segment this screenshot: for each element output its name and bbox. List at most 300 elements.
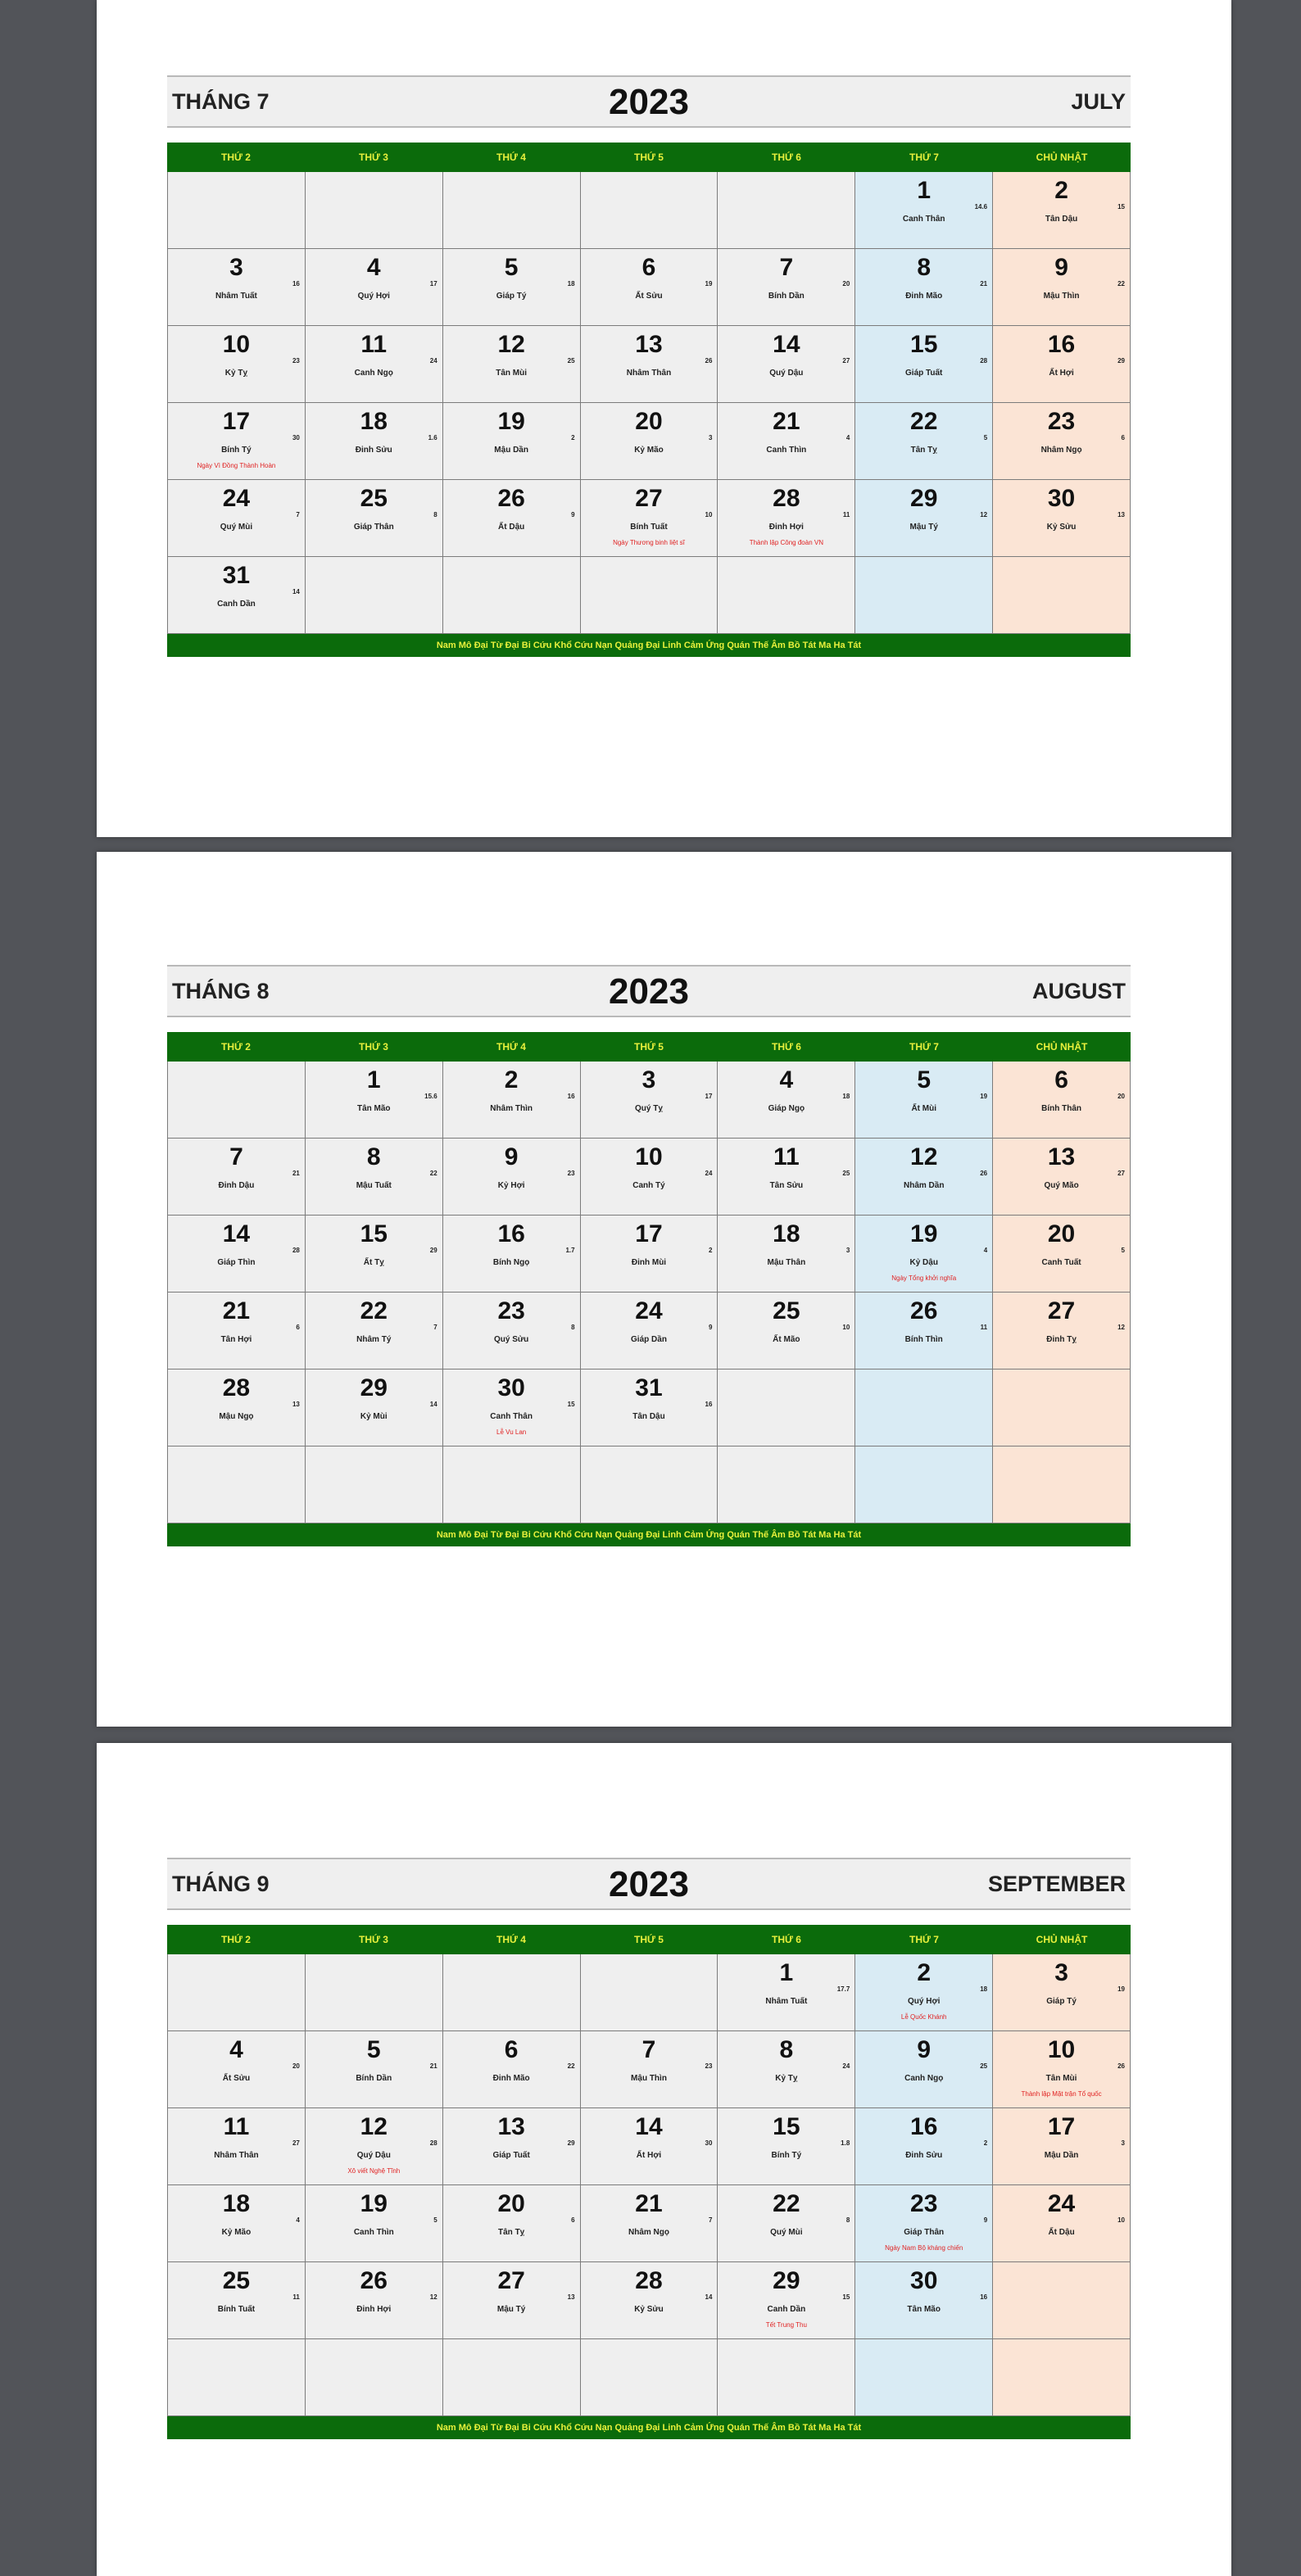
- holiday-note: Thành lập Công đoàn VN: [749, 539, 823, 546]
- day-cell[interactable]: [581, 249, 718, 326]
- lunar-day-number: 15: [567, 1401, 575, 1408]
- lunar-day-number: 15: [842, 2293, 850, 2301]
- solar-day-number: 17: [222, 408, 251, 435]
- lunar-day-name: Đinh Tỵ: [1046, 1335, 1077, 1344]
- solar-day-number: 7: [641, 2036, 656, 2063]
- lunar-day-number: 13: [1117, 511, 1125, 518]
- lunar-day-number: 2: [708, 1247, 713, 1254]
- day-cell[interactable]: [993, 2108, 1131, 2185]
- lunar-day-name: Nhâm Tuất: [765, 1997, 808, 2006]
- lunar-day-name: Đinh Mùi: [631, 1258, 667, 1267]
- lunar-day-name: Ất Mão: [773, 1335, 800, 1344]
- lunar-day-name: Nhâm Ngọ: [1040, 446, 1082, 455]
- lunar-day-number: 10: [842, 1324, 850, 1331]
- solar-day-number: 21: [635, 2190, 663, 2217]
- day-cell[interactable]: [718, 249, 855, 326]
- day-cell[interactable]: [855, 249, 993, 326]
- day-cell[interactable]: [718, 1954, 855, 2031]
- holiday-note: Ngày Thương binh liệt sĩ: [613, 539, 685, 546]
- lunar-day-number: 13: [567, 2293, 575, 2301]
- lunar-day-name: Tân Mão: [907, 2305, 941, 2314]
- solar-day-number: 29: [360, 1374, 388, 1401]
- lunar-day-number: 12: [1117, 1324, 1125, 1331]
- lunar-day-name: Tân Dậu: [1045, 215, 1078, 224]
- day-cell[interactable]: [718, 1293, 855, 1369]
- day-cell[interactable]: [168, 403, 306, 480]
- solar-day-number: 23: [497, 1297, 525, 1324]
- day-cell[interactable]: [993, 480, 1131, 557]
- solar-day-number: 10: [1047, 2036, 1076, 2063]
- lunar-day-name: Giáp Thân: [353, 523, 394, 532]
- day-cell[interactable]: [581, 1369, 718, 1446]
- empty-day-cell: [443, 1446, 581, 1523]
- lunar-day-name: Mậu Tý: [909, 523, 938, 532]
- lunar-day-number: 7: [708, 2216, 713, 2224]
- lunar-day-number: 25: [567, 357, 575, 364]
- solar-day-number: 9: [1054, 254, 1068, 281]
- day-cell[interactable]: [168, 1139, 306, 1216]
- lunar-day-name: Bính Dần: [356, 2074, 392, 2083]
- lunar-day-number: 20: [842, 280, 850, 287]
- solar-day-number: 18: [773, 1220, 800, 1247]
- weekday-label: THỨ 4: [496, 152, 526, 163]
- lunar-day-number: 27: [1117, 1170, 1125, 1177]
- lunar-day-name: Giáp Dần: [631, 1335, 667, 1344]
- empty-day-cell: [993, 1369, 1131, 1446]
- empty-day-cell: [306, 557, 443, 634]
- lunar-day-name: Ất Sửu: [222, 2074, 251, 2083]
- lunar-day-name: Đinh Hợi: [768, 523, 804, 532]
- lunar-day-name: Giáp Tuất: [492, 2151, 530, 2160]
- day-cell[interactable]: [581, 2108, 718, 2185]
- lunar-day-number: 22: [567, 2062, 575, 2070]
- solar-day-number: 20: [635, 408, 663, 435]
- lunar-day-number: 11: [292, 2293, 300, 2301]
- solar-day-number: 6: [1054, 1066, 1068, 1093]
- solar-day-number: 12: [497, 331, 525, 358]
- solar-day-number: 28: [635, 2267, 663, 2294]
- day-cell[interactable]: [581, 2031, 718, 2108]
- solar-day-number: 17: [1047, 2113, 1076, 2140]
- lunar-day-number: 19: [705, 280, 713, 287]
- day-cell[interactable]: [718, 1216, 855, 1293]
- weekday-label: THỨ 5: [634, 152, 664, 163]
- day-cell[interactable]: [443, 403, 581, 480]
- lunar-day-number: 22: [429, 1170, 437, 1177]
- lunar-day-name: Bính Tuất: [630, 523, 668, 532]
- empty-day-cell: [168, 1062, 306, 1139]
- lunar-day-number: 27: [292, 2139, 300, 2147]
- day-cell[interactable]: [581, 1293, 718, 1369]
- day-cell[interactable]: [855, 403, 993, 480]
- lunar-day-number: 25: [980, 2062, 988, 2070]
- day-cell[interactable]: [306, 480, 443, 557]
- lunar-day-name: Tân Dậu: [632, 1412, 665, 1421]
- holiday-note: Lễ Quốc Khánh: [900, 2013, 947, 2021]
- day-cell[interactable]: [718, 403, 855, 480]
- lunar-day-number: 18: [842, 1093, 850, 1100]
- page-august: [97, 852, 1231, 1727]
- day-cell[interactable]: [581, 1216, 718, 1293]
- lunar-day-name: Kỷ Mùi: [360, 1412, 388, 1421]
- empty-day-cell: [306, 1954, 443, 2031]
- day-cell[interactable]: [993, 249, 1131, 326]
- month-label-en: AUGUST: [1032, 979, 1126, 1003]
- lunar-day-name: Mậu Dần: [494, 446, 528, 455]
- lunar-day-number: 3: [845, 1247, 850, 1254]
- month-label-vn: THÁNG 8: [172, 979, 270, 1003]
- day-cell[interactable]: [581, 326, 718, 403]
- day-cell[interactable]: [855, 2031, 993, 2108]
- lunar-day-number: 25: [842, 1170, 850, 1177]
- day-cell[interactable]: [306, 2185, 443, 2262]
- holiday-note: Thành lập Mặt trận Tổ quốc: [1021, 2090, 1102, 2098]
- day-cell[interactable]: [855, 2108, 993, 2185]
- solar-day-number: 1: [366, 1066, 381, 1093]
- day-cell[interactable]: [168, 557, 306, 634]
- day-cell[interactable]: [993, 1062, 1131, 1139]
- lunar-day-name: Canh Ngọ: [904, 2074, 944, 2083]
- year-label: 2023: [609, 971, 689, 1012]
- empty-day-cell: [718, 1446, 855, 1523]
- lunar-day-name: Nhâm Tuất: [215, 292, 257, 301]
- lunar-day-number: 21: [429, 2062, 437, 2070]
- solar-day-number: 29: [773, 2267, 800, 2294]
- solar-day-number: 16: [910, 2113, 938, 2140]
- day-cell[interactable]: [993, 326, 1131, 403]
- empty-day-cell: [718, 1369, 855, 1446]
- day-cell[interactable]: [306, 1293, 443, 1369]
- solar-day-number: 26: [497, 485, 525, 512]
- empty-day-cell: [306, 172, 443, 249]
- day-cell[interactable]: [993, 2031, 1131, 2108]
- empty-day-cell: [993, 2339, 1131, 2416]
- solar-day-number: 19: [360, 2190, 388, 2217]
- calendar-august: [167, 965, 1131, 1546]
- weekday-label: THỨ 2: [221, 1041, 251, 1053]
- lunar-day-name: Giáp Tý: [1046, 1997, 1077, 2006]
- day-cell[interactable]: [855, 326, 993, 403]
- lunar-day-number: 14: [705, 2293, 713, 2301]
- solar-day-number: 2: [1054, 177, 1068, 204]
- day-cell[interactable]: [306, 2108, 443, 2185]
- day-cell[interactable]: [168, 2031, 306, 2108]
- day-cell[interactable]: [718, 2031, 855, 2108]
- lunar-day-name: Ất Sửu: [635, 292, 663, 301]
- day-cell[interactable]: [168, 249, 306, 326]
- day-cell[interactable]: [168, 480, 306, 557]
- weekday-label: THỨ 6: [772, 1934, 801, 1945]
- solar-day-number: 22: [910, 408, 938, 435]
- page-july: [97, 0, 1231, 837]
- solar-day-number: 21: [222, 1297, 251, 1324]
- lunar-day-name: Kỷ Hợi: [497, 1181, 525, 1190]
- day-cell[interactable]: [581, 1062, 718, 1139]
- solar-day-number: 12: [910, 1143, 938, 1170]
- day-cell[interactable]: [168, 1293, 306, 1369]
- lunar-day-number: 8: [433, 511, 437, 518]
- solar-day-number: 25: [773, 1297, 800, 1324]
- lunar-day-number: 5: [1121, 1247, 1125, 1254]
- lunar-day-name: Đinh Sửu: [905, 2151, 943, 2160]
- day-cell[interactable]: [306, 403, 443, 480]
- empty-day-cell: [581, 1954, 718, 2031]
- lunar-day-number: 28: [292, 1247, 300, 1254]
- solar-day-number: 19: [497, 408, 525, 435]
- lunar-day-name: Tân Tỵ: [498, 2228, 525, 2237]
- lunar-day-name: Canh Thìn: [766, 446, 807, 455]
- calendar-july: [167, 75, 1131, 657]
- day-cell[interactable]: [855, 1139, 993, 1216]
- solar-day-number: 5: [504, 254, 519, 281]
- lunar-day-name: Giáp Ngọ: [768, 1104, 805, 1113]
- lunar-day-number: 1.6: [428, 434, 437, 441]
- day-cell[interactable]: [443, 2108, 581, 2185]
- month-label-en: SEPTEMBER: [987, 1872, 1126, 1896]
- lunar-day-number: 9: [708, 1324, 713, 1331]
- day-cell[interactable]: [168, 2108, 306, 2185]
- weekday-label: THỨ 3: [359, 1934, 388, 1945]
- solar-day-number: 25: [360, 485, 388, 512]
- day-cell[interactable]: [718, 1062, 855, 1139]
- lunar-day-name: Tân Mùi: [496, 369, 528, 378]
- day-cell[interactable]: [855, 1293, 993, 1369]
- day-cell[interactable]: [443, 1062, 581, 1139]
- days-grid: [167, 1062, 1131, 1523]
- day-cell[interactable]: [581, 480, 718, 557]
- solar-day-number: 2: [504, 1066, 519, 1093]
- lunar-day-number: 26: [980, 1170, 988, 1177]
- lunar-day-name: Bính Ngọ: [492, 1258, 530, 1267]
- day-cell[interactable]: [718, 2108, 855, 2185]
- lunar-day-name: Quý Hợi: [357, 292, 390, 301]
- solar-day-number: 25: [222, 2267, 251, 2294]
- month-label-vn: THÁNG 9: [172, 1872, 270, 1896]
- weekday-label: THỨ 2: [221, 152, 251, 163]
- solar-day-number: 30: [1047, 485, 1076, 512]
- solar-day-number: 22: [360, 1297, 388, 1324]
- lunar-day-number: 23: [705, 2062, 713, 2070]
- empty-day-cell: [993, 2262, 1131, 2339]
- day-cell[interactable]: [306, 326, 443, 403]
- day-cell[interactable]: [855, 172, 993, 249]
- day-cell[interactable]: [718, 2185, 855, 2262]
- weekday-label: THỨ 4: [496, 1934, 526, 1945]
- solar-day-number: 28: [773, 485, 800, 512]
- day-cell[interactable]: [168, 1216, 306, 1293]
- day-cell[interactable]: [306, 249, 443, 326]
- solar-day-number: 22: [773, 2190, 800, 2217]
- lunar-day-name: Ất Hợi: [1049, 369, 1074, 378]
- year-label: 2023: [609, 1864, 689, 1904]
- day-cell[interactable]: [855, 1062, 993, 1139]
- day-cell[interactable]: [855, 2262, 993, 2339]
- day-cell[interactable]: [993, 1139, 1131, 1216]
- solar-day-number: 27: [635, 485, 663, 512]
- day-cell[interactable]: [718, 1139, 855, 1216]
- day-cell[interactable]: [443, 1293, 581, 1369]
- lunar-day-name: Bính Tý: [221, 446, 252, 455]
- solar-day-number: 18: [222, 2190, 251, 2217]
- day-cell[interactable]: [993, 172, 1131, 249]
- day-cell[interactable]: [168, 2185, 306, 2262]
- month-header: [167, 75, 1131, 128]
- day-cell[interactable]: [581, 1139, 718, 1216]
- day-cell[interactable]: [718, 326, 855, 403]
- empty-day-cell: [306, 2339, 443, 2416]
- weekday-label: THỨ 7: [909, 1934, 939, 1945]
- day-cell[interactable]: [581, 403, 718, 480]
- lunar-day-number: 14: [429, 1401, 437, 1408]
- solar-day-number: 7: [229, 1143, 243, 1170]
- lunar-day-name: Giáp Thìn: [217, 1258, 256, 1267]
- lunar-day-number: 2: [983, 2139, 988, 2147]
- weekday-label: THỨ 3: [359, 152, 388, 163]
- lunar-day-number: 20: [1117, 1093, 1125, 1100]
- day-cell[interactable]: [306, 1062, 443, 1139]
- solar-day-number: 27: [497, 2267, 525, 2294]
- day-cell[interactable]: [306, 1139, 443, 1216]
- empty-day-cell: [718, 2339, 855, 2416]
- lunar-day-number: 16: [980, 2293, 988, 2301]
- lunar-day-number: 5: [433, 2216, 437, 2224]
- empty-day-cell: [443, 172, 581, 249]
- weekday-header-row: [167, 1925, 1131, 1954]
- day-cell[interactable]: [443, 1139, 581, 1216]
- day-cell[interactable]: [855, 1216, 993, 1293]
- solar-day-number: 13: [497, 2113, 525, 2140]
- day-cell[interactable]: [581, 2262, 718, 2339]
- weekday-label: THỨ 4: [496, 1041, 526, 1053]
- day-cell[interactable]: [168, 2262, 306, 2339]
- lunar-day-name: Nhâm Tý: [356, 1335, 392, 1344]
- solar-day-number: 15: [910, 331, 938, 358]
- lunar-day-name: Canh Ngọ: [354, 369, 393, 378]
- day-cell[interactable]: [306, 1216, 443, 1293]
- solar-day-number: 17: [635, 1220, 663, 1247]
- day-cell[interactable]: [306, 2031, 443, 2108]
- day-cell[interactable]: [855, 1954, 993, 2031]
- day-cell[interactable]: [718, 2262, 855, 2339]
- lunar-day-name: Kỷ Mão: [634, 446, 664, 455]
- day-cell[interactable]: [993, 2185, 1131, 2262]
- lunar-day-name: Quý Dậu: [356, 2151, 391, 2160]
- lunar-day-number: 2: [571, 434, 575, 441]
- lunar-day-number: 6: [571, 2216, 575, 2224]
- lunar-day-number: 29: [567, 2139, 575, 2147]
- day-cell[interactable]: [443, 480, 581, 557]
- empty-day-cell: [855, 557, 993, 634]
- weekday-label: THỨ 7: [909, 1041, 939, 1053]
- day-cell[interactable]: [993, 1293, 1131, 1369]
- lunar-day-name: Bính Thân: [1041, 1104, 1082, 1113]
- lunar-day-number: 23: [292, 357, 300, 364]
- lunar-day-number: 23: [567, 1170, 575, 1177]
- calendar-september: [167, 1858, 1131, 2439]
- day-cell[interactable]: [443, 2031, 581, 2108]
- lunar-day-name: Tân Mùi: [1045, 2074, 1077, 2083]
- day-cell[interactable]: [581, 2185, 718, 2262]
- solar-day-number: 1: [779, 1959, 794, 1986]
- lunar-day-name: Nhâm Thìn: [490, 1104, 533, 1113]
- lunar-day-name: Quý Mão: [1044, 1181, 1079, 1190]
- lunar-day-name: Canh Tuất: [1041, 1258, 1081, 1267]
- lunar-day-name: Canh Tý: [632, 1181, 665, 1190]
- solar-day-number: 4: [366, 254, 381, 281]
- footer-prayer: Nam Mô Đại Từ Đại Bi Cứu Khổ Cứu Nạn Quảng Đại Linh Cảm Ứng Quán Thế Âm Bồ Tát Ma Ha Tát: [167, 2416, 1131, 2439]
- empty-day-cell: [855, 1446, 993, 1523]
- day-cell[interactable]: [443, 2185, 581, 2262]
- day-cell[interactable]: [443, 1369, 581, 1446]
- day-cell[interactable]: [855, 2185, 993, 2262]
- solar-day-number: 26: [910, 1297, 938, 1324]
- solar-day-number: 15: [773, 2113, 800, 2140]
- lunar-day-number: 8: [845, 2216, 850, 2224]
- lunar-day-name: Canh Thân: [490, 1412, 533, 1421]
- day-cell[interactable]: [993, 1954, 1131, 2031]
- day-cell[interactable]: [443, 326, 581, 403]
- lunar-day-number: 3: [708, 434, 713, 441]
- lunar-day-number: 4: [983, 1247, 988, 1254]
- weekday-label: CHỦ NHẬT: [1036, 1041, 1088, 1053]
- day-cell[interactable]: [443, 2262, 581, 2339]
- lunar-day-number: 17: [429, 280, 437, 287]
- day-cell[interactable]: [718, 480, 855, 557]
- day-cell[interactable]: [855, 480, 993, 557]
- solar-day-number: 13: [1047, 1143, 1076, 1170]
- weekday-label: THỨ 7: [909, 152, 939, 163]
- empty-day-cell: [168, 1446, 306, 1523]
- empty-day-cell: [581, 557, 718, 634]
- day-cell[interactable]: [306, 1369, 443, 1446]
- day-cell[interactable]: [306, 2262, 443, 2339]
- month-label-en: JULY: [1071, 89, 1126, 114]
- lunar-day-number: 15: [1117, 203, 1125, 211]
- solar-day-number: 9: [504, 1143, 519, 1170]
- day-cell[interactable]: [443, 1216, 581, 1293]
- solar-day-number: 23: [1047, 408, 1076, 435]
- lunar-day-name: Mậu Ngọ: [219, 1412, 254, 1421]
- lunar-day-number: 12: [429, 2293, 437, 2301]
- weekday-label: THỨ 2: [221, 1934, 251, 1945]
- lunar-day-name: Kỷ Sửu: [1046, 523, 1077, 532]
- holiday-note: Ngày Nam Bộ kháng chiến: [885, 2244, 963, 2252]
- lunar-day-number: 16: [567, 1093, 575, 1100]
- day-cell[interactable]: [993, 1216, 1131, 1293]
- solar-day-number: 5: [917, 1066, 932, 1093]
- day-cell[interactable]: [993, 403, 1131, 480]
- lunar-day-number: 16: [292, 280, 300, 287]
- page-september: [97, 1743, 1231, 2576]
- solar-day-number: 29: [910, 485, 938, 512]
- solar-day-number: 6: [504, 2036, 519, 2063]
- month-header: [167, 1858, 1131, 1910]
- solar-day-number: 1: [917, 177, 932, 204]
- lunar-day-number: 15.6: [424, 1093, 437, 1100]
- lunar-day-name: Canh Dần: [767, 2305, 806, 2314]
- lunar-day-number: 14: [292, 588, 300, 595]
- day-cell[interactable]: [168, 1369, 306, 1446]
- solar-day-number: 24: [222, 485, 251, 512]
- day-cell[interactable]: [168, 326, 306, 403]
- lunar-day-name: Mậu Thìn: [1043, 292, 1080, 301]
- weekday-label: CHỦ NHẬT: [1036, 152, 1088, 163]
- lunar-day-number: 17: [705, 1093, 713, 1100]
- empty-day-cell: [168, 2339, 306, 2416]
- empty-day-cell: [855, 2339, 993, 2416]
- day-cell[interactable]: [443, 249, 581, 326]
- lunar-day-name: Mậu Tuất: [356, 1181, 392, 1190]
